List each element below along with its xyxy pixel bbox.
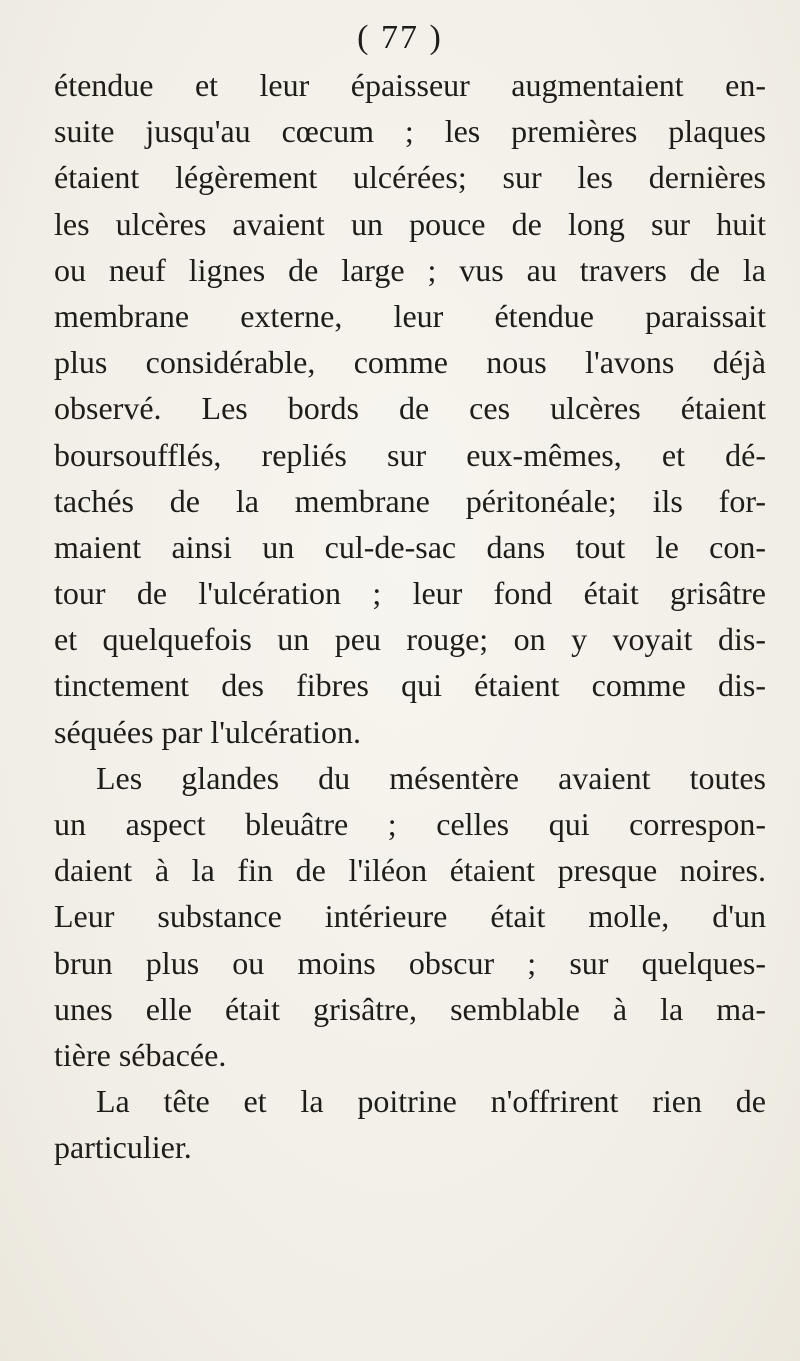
text-line: membrane externe, leur étendue paraissait [54,297,766,334]
text-line: maient ainsi un cul-de-sac dans tout le con- [54,528,766,565]
body-text [54,62,766,1171]
text-line: tinctement des fibres qui étaient comme dis- [54,667,766,704]
text-line: étendue et leur épaisseur augmentaient en- [54,67,766,103]
text-line: et quelquefois un peu rouge; on y voyait dis- [54,621,766,658]
text-line: observé. Les bords de ces ulcères étaient [54,390,766,427]
page-number: ( 77 ) [357,19,443,56]
text-line: tachés de la membrane péritonéale; ils for- [54,482,766,519]
text-line: Leur substance intérieure était molle, d'un [54,898,766,935]
text-line: unes elle était grisâtre, semblable à la ma- [54,990,766,1027]
text-line: plus considérable, comme nous l'avons déjà [54,344,766,381]
text-line: étaient légèrement ulcérées; sur les dernières [54,159,766,196]
text-line: brun plus ou moins obscur ; sur quelques- [54,944,766,981]
text-line: tière sébacée. [54,1036,227,1073]
text-line: tour de l'ulcération ; leur fond était grisâtre [54,575,766,612]
text-line: Les glandes du mésentère avaient toutes [96,759,766,796]
text-line: particulier. [54,1129,192,1166]
text-line: un aspect bleuâtre ; celles qui correspon- [54,806,766,842]
text-line: les ulcères avaient un pouce de long sur huit [54,205,766,242]
text-line: daient à la fin de l'iléon étaient presque noires. [54,852,766,889]
text-line: La tête et la poitrine n'offrirent rien de [96,1083,766,1120]
text-line: suite jusqu'au cœcum ; les premières plaques [54,113,766,150]
text-line: séquées par l'ulcération. [54,713,361,750]
text-line: ou neuf lignes de large ; vus au travers de la [54,251,766,288]
text-line: boursoufflés, repliés sur eux-mêmes, et dé- [54,436,766,473]
